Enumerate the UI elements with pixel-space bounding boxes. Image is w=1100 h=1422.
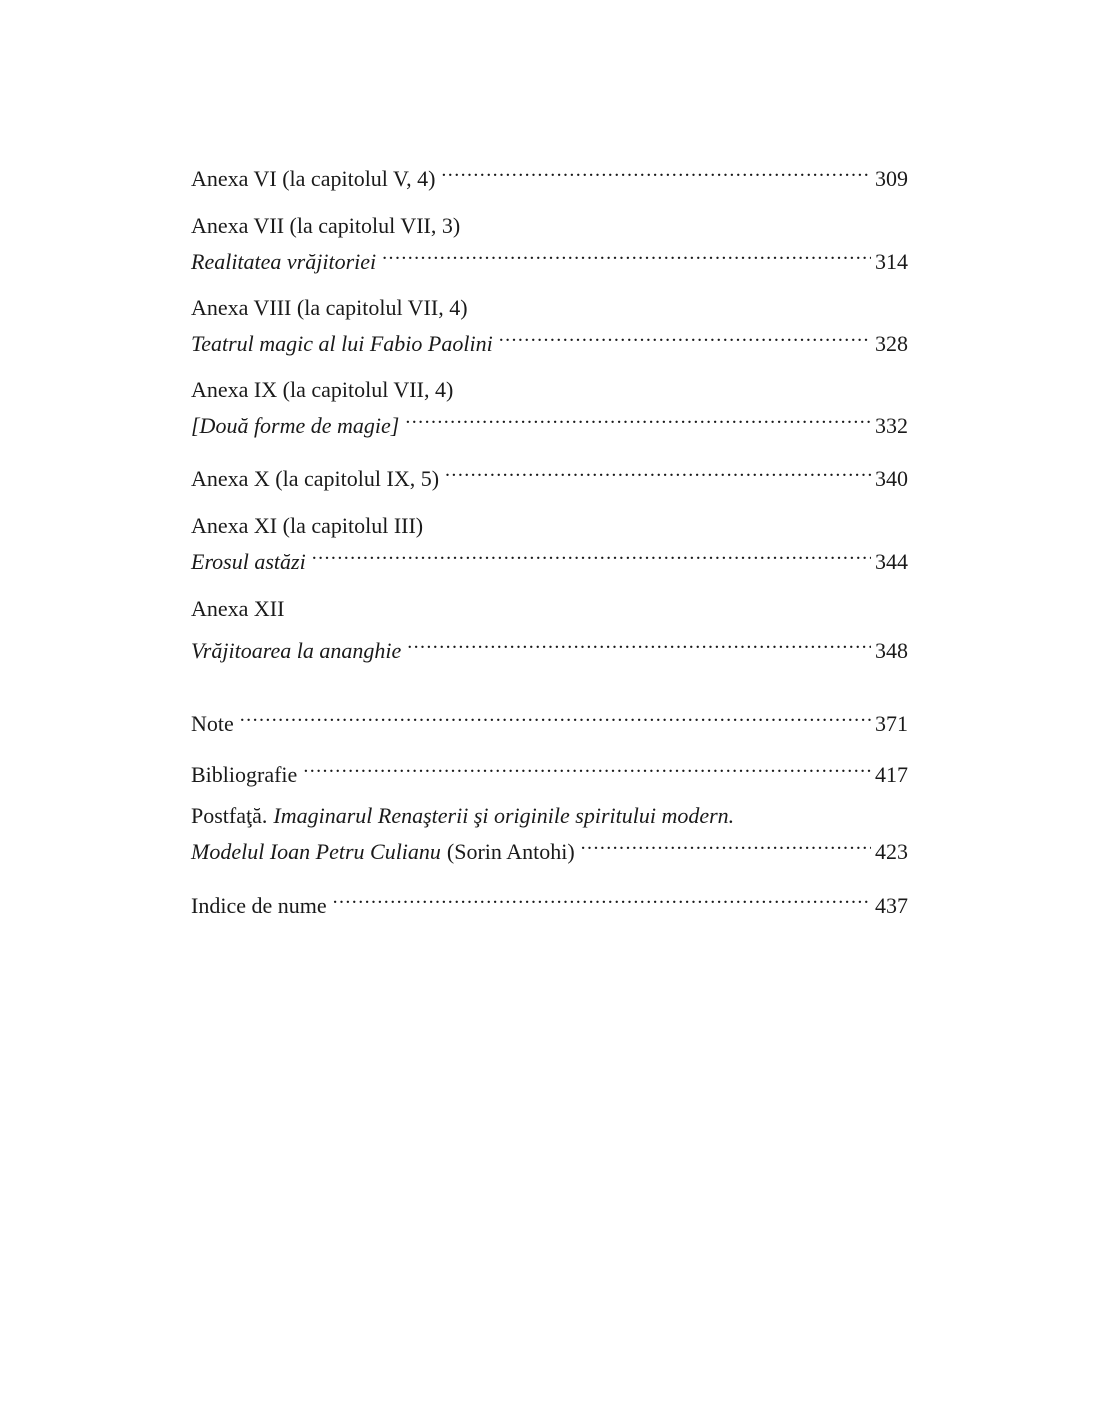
toc-entry-note xyxy=(191,702,908,736)
toc-entry-anexa-ix xyxy=(191,375,908,438)
dot-leader xyxy=(445,457,871,486)
entry-heading: Note xyxy=(191,711,234,736)
entry-subtitle: Teatrul magic al lui Fabio Paolini xyxy=(191,331,493,356)
entry-subtitle: Realitatea vrăjitoriei xyxy=(191,249,377,274)
dot-leader xyxy=(303,753,871,782)
toc-entry-anexa-viii xyxy=(191,293,908,356)
dot-leader xyxy=(333,884,871,913)
dot-leader xyxy=(581,830,871,859)
dot-leader xyxy=(382,240,871,269)
dot-leader xyxy=(407,629,871,658)
dot-leader xyxy=(240,702,871,731)
page-number: 309 xyxy=(875,166,908,191)
page-number: 344 xyxy=(875,549,908,574)
page-number: 340 xyxy=(875,466,908,491)
page-number: 437 xyxy=(875,893,908,918)
page-number: 423 xyxy=(875,839,908,864)
entry-heading: Anexa XI (la capitolul III) xyxy=(191,513,424,538)
postfata-author: (Sorin Antohi) xyxy=(446,839,575,864)
page-number: 417 xyxy=(875,762,908,787)
toc-entry-indice-de-nume xyxy=(191,884,908,918)
entry-heading: Anexa XII xyxy=(191,596,285,621)
dot-leader xyxy=(312,540,871,569)
toc-entry-bibliografie xyxy=(191,753,908,787)
postfata-label: Postfaţă. xyxy=(191,803,268,828)
page-number: 332 xyxy=(875,413,908,438)
entry-subtitle: Erosul astăzi xyxy=(191,549,306,574)
entry-heading: Anexa VIII (la capitolul VII, 4) xyxy=(191,295,468,320)
toc-entry-anexa-xi xyxy=(191,511,908,574)
entry-heading: Anexa X (la capitolul IX, 5) xyxy=(191,466,440,491)
page-number: 328 xyxy=(875,331,908,356)
toc-entry-anexa-x xyxy=(191,457,908,491)
toc-entry-anexa-vi xyxy=(191,157,908,191)
toc-entry-anexa-xii xyxy=(191,594,908,663)
page-number: 314 xyxy=(875,249,908,274)
entry-heading: Bibliografie xyxy=(191,762,298,787)
entry-subtitle: Vrăjitoarea la ananghie xyxy=(191,638,402,663)
entry-heading: Indice de nume xyxy=(191,893,327,918)
entry-heading: Anexa VII (la capitolul VII, 3) xyxy=(191,213,461,238)
toc-entry-postfata xyxy=(191,801,908,864)
page-number: 348 xyxy=(875,638,908,663)
entry-subtitle: [Două forme de magie] xyxy=(191,413,400,438)
postfata-title-line2: Modelul Ioan Petru Culianu xyxy=(191,839,441,864)
postfata-title-line1: Imaginarul Renaşterii şi originile spiritului modern. xyxy=(273,803,735,828)
dot-leader xyxy=(499,322,871,351)
toc-entry-anexa-vii xyxy=(191,211,908,274)
dot-leader xyxy=(441,157,871,186)
entry-heading: Anexa IX (la capitolul VII, 4) xyxy=(191,377,454,402)
entry-heading: Anexa VI (la capitolul V, 4) xyxy=(191,166,436,191)
page-number: 371 xyxy=(875,711,908,736)
dot-leader xyxy=(405,404,871,433)
